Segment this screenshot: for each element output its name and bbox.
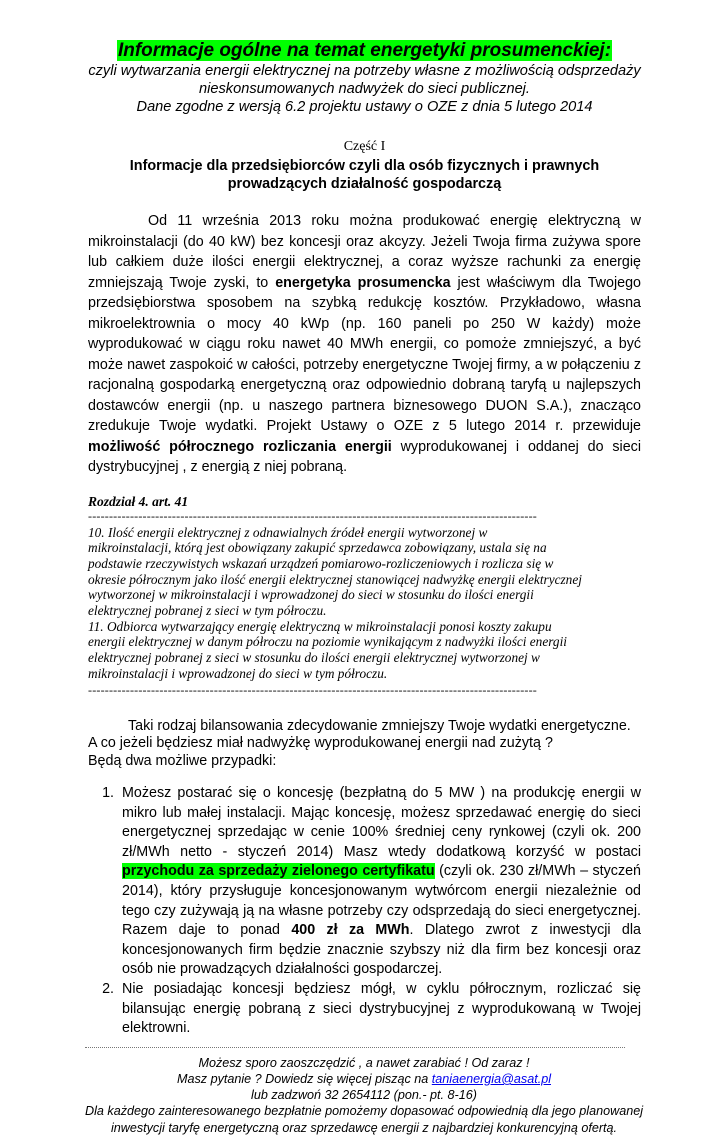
section-heading xyxy=(88,157,641,193)
bold-phrase: energetyka prosumencka xyxy=(275,274,451,291)
text-run: (czyli ok. 230 zł/MWh – styczeń 2014), który przysługuje koncesjonowanym wytwórcom energii niezależnie od tego czy zużywają ją na własne potrzeby czy odsprzedają do sieci energetycznej. Razem daje to ponad xyxy=(122,863,641,939)
bold-phrase: możliwość półrocznego rozliczania energii xyxy=(88,438,392,455)
text-run: wyprodukowanej i oddanej do sieci dystrybucyjnej , z energią z niej pobraną. xyxy=(88,438,641,475)
highlighted-phrase: przychodu za sprzedaży zielonego certyfikatu xyxy=(122,863,435,880)
legal-line: elektrycznej pobranej z sieci w tym półroczu. xyxy=(88,603,327,619)
balance-text xyxy=(88,718,641,771)
email-link[interactable]: taniaenergia@asat.pl xyxy=(431,1071,551,1086)
subtitle xyxy=(88,62,641,116)
subtitle-line: czyli wytwarzania energii elektrycznej na potrzeby własne z możliwością odsprzedaży xyxy=(88,63,641,79)
cases-list xyxy=(88,784,641,1039)
legal-line: mikroinstalacji i wprowadzonej do sieci w tym półroczu. xyxy=(88,665,388,681)
bold-phrase: 400 zł za MWh xyxy=(291,922,410,939)
footer-line: lub zadzwoń 32 2654112 (pon.- pt. 8-16) xyxy=(251,1088,477,1103)
dotted-divider xyxy=(85,1047,625,1048)
part-label: Część I xyxy=(343,139,386,154)
legal-line: elektrycznej pobranej z sieci w stosunku do ilości energii elektrycznej wytworzonej w xyxy=(88,650,540,666)
chapter-label: Rozdział 4. art. 41 xyxy=(88,493,189,509)
legal-line: mikroinstalacji, którą jest obowiązany zakupić sprzedawca zobowiązany, ustala się na xyxy=(88,540,547,556)
dashed-divider: ----------------------------------------------------------------------------------------------------------- xyxy=(88,509,537,522)
document-page xyxy=(85,40,643,1136)
document-title: Informacje ogólne na temat energetyki prosumenckiej: xyxy=(117,40,612,61)
case-item xyxy=(118,980,641,1039)
text-run: Możesz postarać się o koncesję (bezpłatną do 5 MW ) na produkcję energii w mikro lub małej instalacji. Mając koncesję, możesz sprzedawać energię do sieci energetycznej sprzedając w cenie 100% średniej ceny rynkowej (czyli ok. 200 zł/MWh netto - styczeń 2014) Masz wtedy dodatkową korzyść w postaci xyxy=(122,785,641,860)
footer-line: inwestycji taryfę energetyczną oraz sprzedawcę energii z najbardziej konkurencyjną ofertą. xyxy=(110,1120,618,1135)
balance-line: Będą dwa możliwe przypadki: xyxy=(88,752,277,769)
subtitle-line: nieskonsumowanych nadwyżek do sieci publicznej. xyxy=(199,81,530,97)
legal-line: wytworzonej w mikroinstalacji i wprowadzonej do sieci w stosunku do ilości energii xyxy=(88,587,534,603)
footer-line: Możesz sporo zaoszczędzić , a nawet zarabiać ! Od zaraz ! xyxy=(198,1055,530,1070)
footer xyxy=(84,1055,644,1136)
heading-line: prowadzących działalność gospodarczą xyxy=(227,176,502,192)
dashed-divider: ----------------------------------------------------------------------------------------------------------- xyxy=(88,683,537,696)
heading-line: Informacje dla przedsiębiorców czyli dla osób fizycznych i prawnych xyxy=(129,158,600,174)
footer-line: Dla każdego zainteresowanego bezpłatnie pomożemy dopasować odpowiednią dla jego planowanej xyxy=(85,1104,643,1119)
subtitle-line: Dane zgodne z wersją 6.2 projektu ustawy o OZE z dnia 5 lutego 2014 xyxy=(136,99,593,115)
text-run: . Dlatego zwrot z inwestycji dla koncesjonowanych firm będzie znacznie szybszy niż dla firm bez koncesji oraz osób nie prowadzących działalności gospodarczej. xyxy=(122,922,641,978)
balance-line: Taki rodzaj bilansowania zdecydowanie zmniejszy Twoje wydatki energetyczne. xyxy=(128,717,631,734)
legal-line: okresie półrocznym jako ilość energii elektrycznej stanowiącej nadwyżkę energii elektrycznej xyxy=(88,571,582,587)
legal-line: 11. Odbiorca wytwarzający energię elektryczną w mikroinstalacji ponosi koszty zakupu xyxy=(88,618,552,634)
text-run: Od 11 września 2013 roku można produkować energię elektryczną w mikroinstalacji (do 40 kW) bez koncesji oraz akcyzy. Jeżeli Twoja firma zużywa spore lub całkiem duże ilości energii elektrycznej, a coraz wyższe rachunki za energię zmniejszają Twoje zyski, to xyxy=(88,213,641,291)
legal-quote xyxy=(88,525,641,682)
text-run: jest właściwym dla Twojego przedsiębiorstwa sposobem na szybką redukcję kosztów. Przykładowo, własna mikroelektrownia o mocy 40 kWp (np. 160 paneli po 250 W każdy) może wyprodukować w ciągu roku nawet 40 MWh energii, co pomoże zmniejszyć, a być może nawet zaspokoić w całości, potrzeby energetyczne Twojej firmy, a w połączeniu z racjonalną gospodarką energetyczną oraz odpowiednio dobraną taryfą u najlepszych dostawców energii (np. u naszego partnera biznesowego DUON S.A.), znacząco zredukuje Twoje wydatki. Projekt Ustawy o OZE z 5 lutego 2014 r. przewiduje xyxy=(88,274,641,434)
legal-line: 10. Ilość energii elektrycznej z odnawialnych źródeł energii wytworzonej w xyxy=(88,524,488,540)
text-run: Nie posiadając koncesji będziesz mógł, w cyklu półrocznym, rozliczać się bilansując energię pobraną z sieci dystrybucyjnej z wyprodukowaną w Twojej elektrowni. xyxy=(122,980,641,1037)
balance-line: A co jeżeli będziesz miał nadwyżkę wyprodukowanej energii nad zużytą ? xyxy=(88,735,553,752)
intro-paragraph xyxy=(88,211,641,478)
case-item xyxy=(118,784,641,980)
footer-line: Masz pytanie ? Dowiedz się więcej pisząc na taniaenergia@asat.pl xyxy=(176,1071,551,1086)
legal-line: energii elektrycznej w danym półroczu na poziomie wynikającym z nadwyżki ilości energii xyxy=(88,634,567,650)
legal-line: podstawie rzeczywistych wskazań urządzeń pomiarowo-rozliczeniowych i rozlicza się w xyxy=(88,555,554,571)
